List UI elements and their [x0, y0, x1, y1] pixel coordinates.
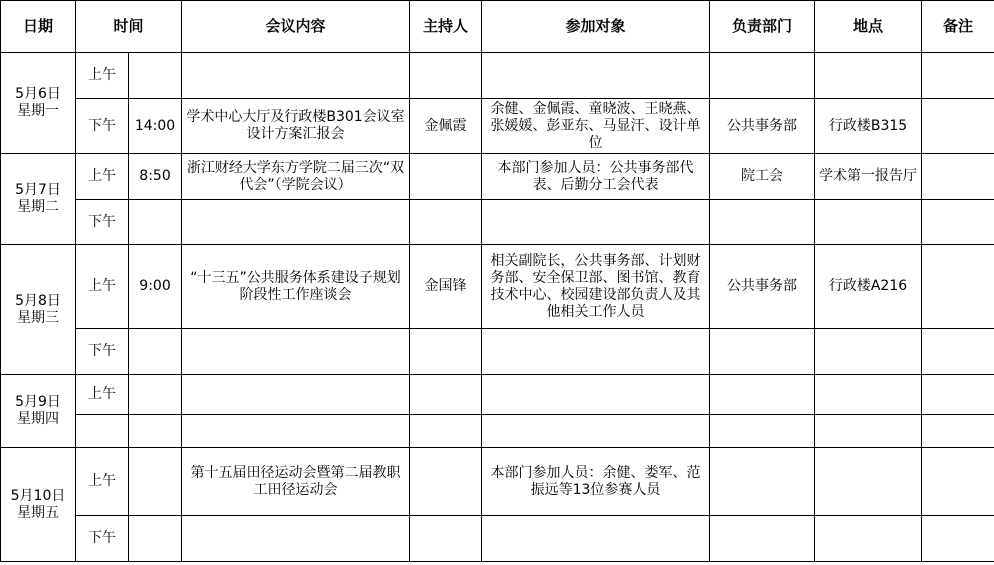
content-cell [182, 200, 410, 245]
attendees-cell: 本部门参加人员：公共事务部代表、后勤分工会代表 [482, 154, 710, 200]
day-cell [1, 154, 76, 245]
table-row [1, 448, 994, 516]
content-cell [182, 53, 410, 99]
notes-cell [922, 448, 994, 516]
header-content: 会议内容 [182, 1, 410, 53]
host-cell [410, 516, 482, 562]
host-cell [410, 154, 482, 200]
content-cell: “十三五”公共服务体系建设子规划阶段性工作座谈会 [182, 245, 410, 329]
notes-cell [922, 415, 994, 448]
table-row [1, 415, 994, 448]
content-cell [182, 415, 410, 448]
host-cell: 金国锋 [410, 245, 482, 329]
day-date: 5月6日 [15, 86, 61, 102]
dept-cell [710, 375, 815, 415]
day-weekday: 星期三 [17, 309, 59, 326]
content-cell [182, 375, 410, 415]
time-cell: 9:00 [129, 245, 182, 329]
attendees-cell [482, 415, 710, 448]
period-cell: 上午 [76, 245, 129, 329]
table-row [1, 245, 994, 329]
notes-cell [922, 99, 994, 154]
notes-cell [922, 375, 994, 415]
day-date: 5月7日 [15, 182, 61, 198]
location-cell [815, 516, 922, 562]
period-cell: 上午 [76, 375, 129, 415]
day-cell [1, 53, 76, 154]
notes-cell [922, 516, 994, 562]
dept-cell: 公共事务部 [710, 99, 815, 154]
table-row [1, 154, 994, 200]
day-weekday: 星期一 [17, 103, 59, 119]
time-cell [129, 448, 182, 516]
header-row [1, 1, 994, 53]
header-dept: 负责部门 [710, 1, 815, 53]
host-cell [410, 448, 482, 516]
location-cell: 学术第一报告厅 [815, 154, 922, 200]
period-cell: 下午 [76, 99, 129, 154]
content-cell: 学术中心大厅及行政楼B301会议室设计方案汇报会 [182, 99, 410, 154]
table-row [1, 99, 994, 154]
location-cell [815, 329, 922, 375]
dept-cell: 公共事务部 [710, 245, 815, 329]
period-cell: 下午 [76, 516, 129, 562]
dept-cell [710, 448, 815, 516]
dept-cell [710, 200, 815, 245]
table-row [1, 516, 994, 562]
table-row [1, 200, 994, 245]
header-date: 日期 [1, 1, 76, 53]
attendees-cell [482, 516, 710, 562]
header-time: 时间 [76, 1, 182, 53]
host-cell [410, 415, 482, 448]
dept-cell [710, 329, 815, 375]
table-row [1, 53, 994, 99]
attendees-cell [482, 329, 710, 375]
period-cell [76, 415, 129, 448]
attendees-cell [482, 375, 710, 415]
dept-cell: 院工会 [710, 154, 815, 200]
location-cell [815, 375, 922, 415]
dept-cell [710, 53, 815, 99]
header-host: 主持人 [410, 1, 482, 53]
time-cell: 14:00 [129, 99, 182, 154]
header-notes: 备注 [922, 1, 994, 53]
table-row [1, 329, 994, 375]
time-cell [129, 415, 182, 448]
location-cell [815, 415, 922, 448]
period-cell: 下午 [76, 329, 129, 375]
day-date: 5月9日 [15, 394, 61, 410]
period-cell: 下午 [76, 200, 129, 245]
notes-cell [922, 245, 994, 329]
day-weekday: 星期五 [17, 504, 59, 521]
time-cell [129, 53, 182, 99]
dept-cell [710, 415, 815, 448]
time-cell [129, 200, 182, 245]
location-cell [815, 448, 922, 516]
day-cell [1, 375, 76, 448]
content-cell [182, 329, 410, 375]
day-cell [1, 448, 76, 562]
day-date: 5月10日 [10, 487, 66, 504]
attendees-cell: 相关副院长，公共事务部、计划财务部、安全保卫部、图书馆、教育技术中心、校园建设部负责人及其他相关工作人员 [482, 245, 710, 329]
day-weekday: 星期二 [17, 199, 59, 215]
notes-cell [922, 53, 994, 99]
period-cell: 上午 [76, 53, 129, 99]
period-cell: 上午 [76, 448, 129, 516]
attendees-cell: 余健、金佩霞、童晓波、王晓燕、张媛媛、彭亚东、马显汗、设计单位 [482, 99, 710, 154]
location-cell: 行政楼B315 [815, 99, 922, 154]
time-cell: 8:50 [129, 154, 182, 200]
content-cell [182, 516, 410, 562]
header-attendees: 参加对象 [482, 1, 710, 53]
time-cell [129, 329, 182, 375]
day-weekday: 星期四 [17, 411, 59, 427]
notes-cell [922, 154, 994, 200]
host-cell [410, 53, 482, 99]
header-location: 地点 [815, 1, 922, 53]
host-cell [410, 375, 482, 415]
table-row [1, 375, 994, 415]
dept-cell [710, 516, 815, 562]
day-cell [1, 245, 76, 375]
host-cell [410, 329, 482, 375]
period-cell: 上午 [76, 154, 129, 200]
location-cell: 行政楼A216 [815, 245, 922, 329]
day-date: 5月8日 [15, 292, 61, 309]
attendees-cell [482, 53, 710, 99]
host-cell [410, 200, 482, 245]
location-cell [815, 53, 922, 99]
notes-cell [922, 329, 994, 375]
notes-cell [922, 200, 994, 245]
attendees-cell: 本部门参加人员：余健、娄军、范振远等13位参赛人员 [482, 448, 710, 516]
time-cell [129, 516, 182, 562]
content-cell: 第十五届田径运动会暨第二届教职工田径运动会 [182, 448, 410, 516]
host-cell: 金佩霞 [410, 99, 482, 154]
attendees-cell [482, 200, 710, 245]
content-cell: 浙江财经大学东方学院二届三次“双代会”（学院会议） [182, 154, 410, 200]
location-cell [815, 200, 922, 245]
time-cell [129, 375, 182, 415]
